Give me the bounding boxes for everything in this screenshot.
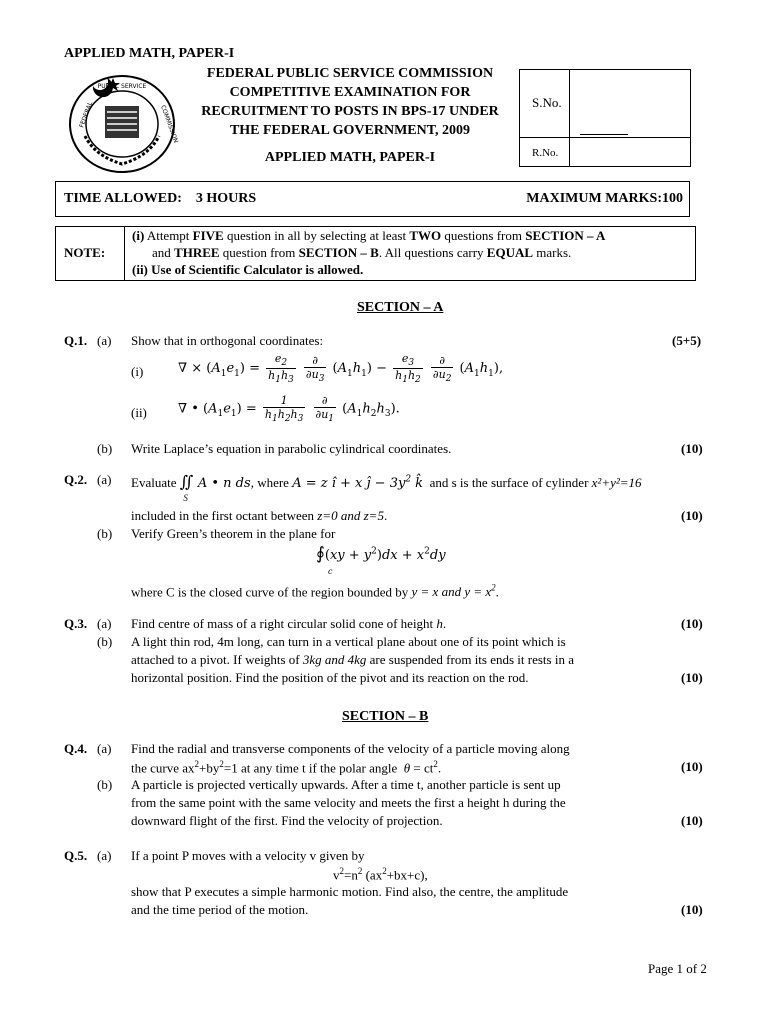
q4-part-b-line3: downward flight of the first. Find the velocity of projection. [131, 813, 443, 828]
q2-part-b-where: where C is the closed curve of the region bounded by y = x and $y = x^2$. [131, 583, 499, 600]
page-number: Page 1 of 2 [648, 961, 707, 976]
q3-part-a-text: Find centre of mass of a right circular solid cone of height h. [131, 616, 447, 631]
q4-part-a-label: (a) [97, 741, 112, 756]
fpsc-logo [63, 66, 181, 178]
serial-roll-box [519, 69, 691, 167]
q1-formula-i: ∇ × $(A_1e_1)$ = $\frac{e_2}{h_1h_3}$ $\frac{\partial}{\partial u_3}$ $(A_1h_1)$ − $\frac{e_3}{h_1h_2}$ $\frac{\partial}{\partial u_2}$ $(A_1h_1)$, [178, 352, 504, 386]
q1-sub-ii-label: (ii) [131, 405, 147, 420]
q3-part-a-label: (a) [97, 616, 112, 631]
serial-number-label: S.No. [532, 95, 562, 110]
q1-part-b-marks: (10) [681, 441, 703, 456]
q2-part-b-text: Verify Green’s theorem in the plane for [131, 526, 336, 541]
q1-part-b-text: Write Laplace’s equation in parabolic cylindrical coordinates. [131, 441, 452, 456]
q3-number: Q.3. [64, 616, 88, 631]
section-a-heading: SECTION – A [357, 300, 444, 315]
q2-part-a-label: (a) [97, 472, 112, 487]
q1-part-a-text: Show that in orthogonal coordinates: [131, 333, 324, 348]
q1-sub-i-label: (i) [131, 364, 144, 379]
q5-line1: If a point P moves with a velocity v given by [131, 848, 365, 863]
q5-velocity-formula: $v^2=n^2$ $(ax^2+bx+c)$, [333, 866, 428, 883]
organization-heading [190, 64, 510, 140]
roll-number-label: R.No. [532, 147, 559, 159]
q5-marks: (10) [681, 902, 703, 917]
q2-part-a-marks: (10) [681, 508, 703, 523]
paper-subtitle: APPLIED MATH, PAPER-I [264, 150, 436, 165]
note-item-1: (i) Attempt FIVE question in all by selecting at least TWO questions from SECTION – A [132, 228, 606, 243]
org-line-4: THE FEDERAL GOVERNMENT, 2009 [229, 123, 471, 138]
q1-number: Q.1. [64, 333, 88, 348]
note-box [55, 226, 696, 281]
q5-line3: show that P executes a simple harmonic motion. Find also, the centre, the amplitude [131, 884, 569, 899]
q1-part-a-marks: (5+5) [672, 333, 702, 348]
q2-part-b-label: (b) [97, 526, 113, 541]
paper-title: APPLIED MATH, PAPER-I [64, 46, 235, 61]
q3-part-b-line1: A light thin rod, 4m long, can turn in a vertical plane about one of its point which is [131, 634, 566, 649]
q4-part-a-line2: the curve $ax^2+by^2=1$ at any time t if the polar angle $\theta = ct^2$. [131, 759, 442, 776]
svg-text:FEDERAL: FEDERAL [78, 100, 95, 129]
org-line-1: FEDERAL PUBLIC SERVICE COMMISSION [206, 66, 494, 81]
q3-part-b-line2: attached to a pivot. If weights of 3kg and 4kg are suspended from its ends it rests in a [131, 652, 574, 667]
note-item-2: (ii) Use of Scientific Calculator is allowed. [132, 262, 364, 277]
q4-part-b-label: (b) [97, 777, 113, 792]
maximum-marks: MAXIMUM MARKS:100 [526, 191, 683, 206]
q4-number: Q.4. [64, 741, 88, 756]
q4-part-b-line1: A particle is projected vertically upwards. After a time t, another particle is sent up [131, 777, 561, 792]
q3-part-b-label: (b) [97, 634, 113, 649]
q5-part-a-label: (a) [97, 848, 112, 863]
q4-part-b-line2: from the same point with the same velocity and meets the first a height h during the [131, 795, 566, 810]
note-item-1-cont: and THREE question from SECTION – B. All questions carry EQUAL marks. [152, 245, 572, 260]
q2-number: Q.2. [64, 472, 88, 487]
q2-part-a-line2: included in the first octant between z=0 and z=5. [131, 508, 388, 523]
org-line-3: RECRUITMENT TO POSTS IN BPS-17 UNDER [201, 104, 499, 119]
q4-part-a-marks: (10) [681, 759, 703, 774]
q3-part-a-marks: (10) [681, 616, 703, 631]
q4-part-b-marks: (10) [681, 813, 703, 828]
q3-part-b-line3: horizontal position. Find the position of the pivot and its reaction on the rod. [131, 670, 529, 685]
svg-text:COMMISSION: COMMISSION [159, 104, 180, 144]
q2-green-formula: ∮(xy + $y^2)dx + x^2dy$ c [316, 544, 446, 576]
section-b-heading: SECTION – B [342, 709, 429, 724]
q1-formula-ii: ∇ • $(A_1e_1)$ = $\frac{1}{h_1h_2h_3}$ $\frac{\partial}{\partial u_1}$ $(A_1h_2h_3)$. [178, 394, 400, 425]
q1-part-a-label: (a) [97, 333, 112, 348]
q3-part-b-marks: (10) [681, 670, 703, 685]
org-line-2: COMPETITIVE EXAMINATION FOR [229, 85, 471, 100]
q4-part-a-line1: Find the radial and transverse components of the velocity of a particle moving along [131, 741, 570, 756]
svg-text:PUBLIC SERVICE: PUBLIC SERVICE [97, 83, 147, 90]
note-label: NOTE: [64, 245, 106, 260]
time-allowed: TIME ALLOWED: 3 HOURS [64, 191, 257, 206]
q1-part-b-label: (b) [97, 441, 113, 456]
q5-line4: and the time period of the motion. [131, 902, 309, 917]
q2-part-a-line1: Evaluate $∬_SA$ • n ds, where A = z î + x ĵ − $3y^2$ k̂ and s is the surface of cylinder x²+y²=16 [131, 472, 642, 503]
time-marks-box [55, 181, 690, 217]
q5-number: Q.5. [64, 848, 88, 863]
